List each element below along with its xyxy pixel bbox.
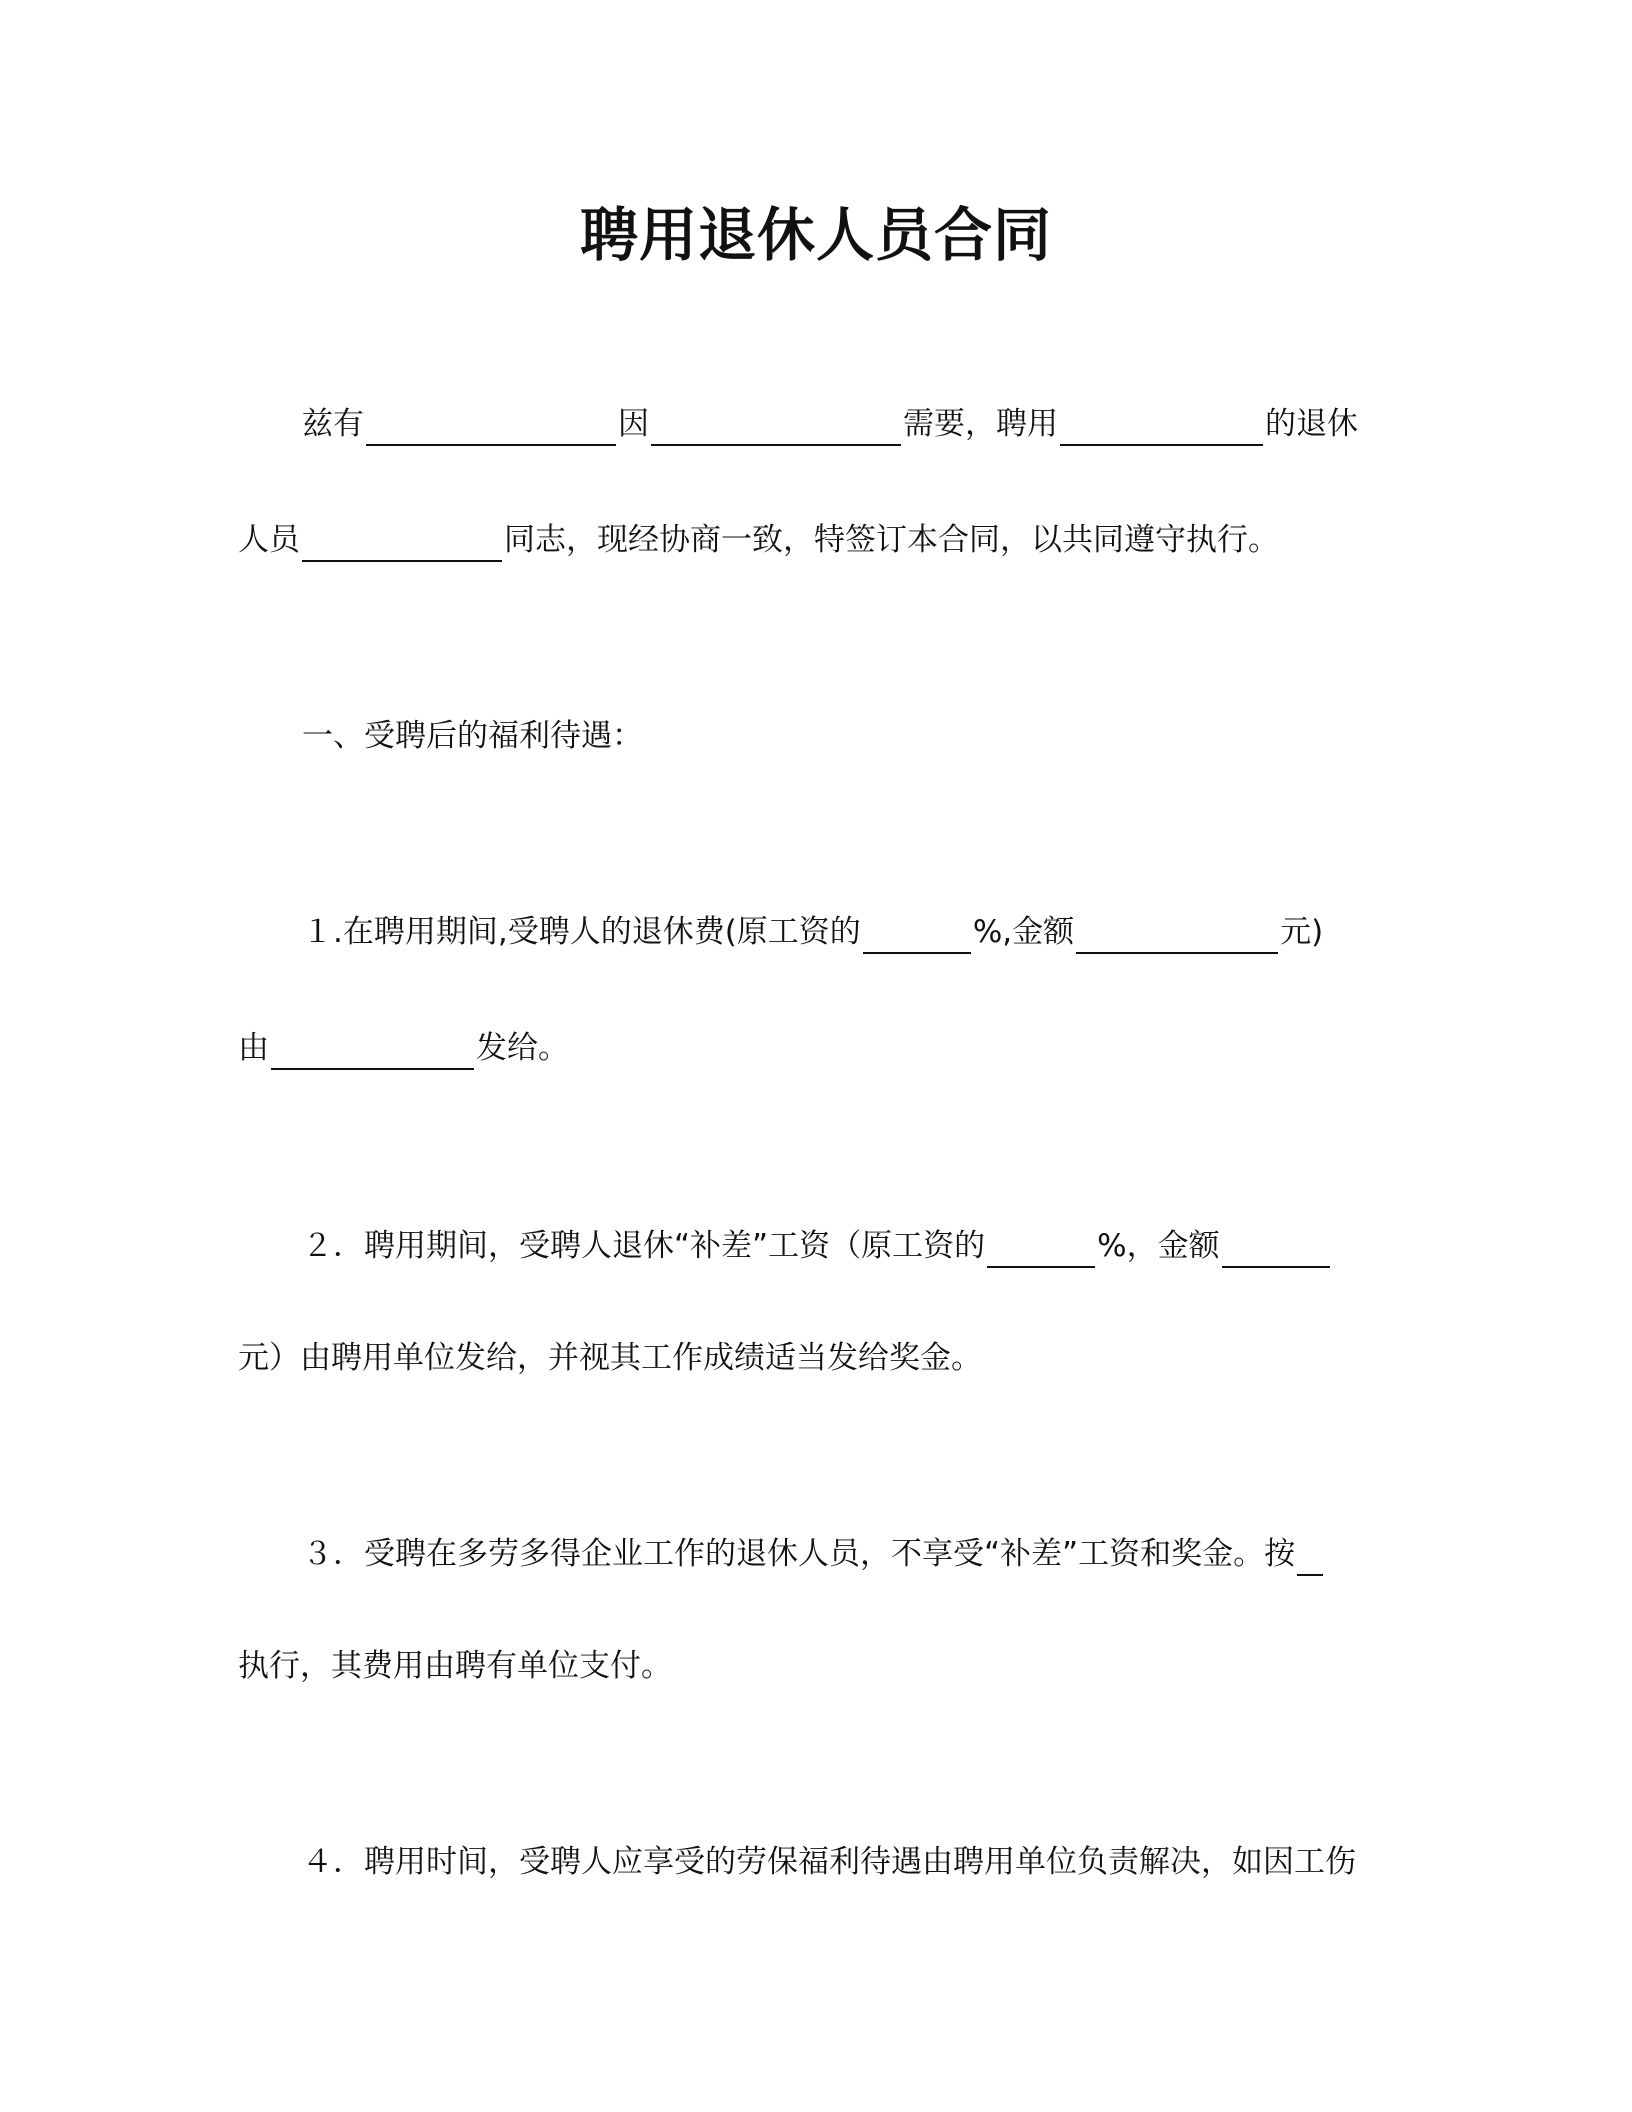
- blank-field: [1222, 1230, 1330, 1268]
- intro-text-4: 的退休: [1265, 406, 1358, 442]
- document-title: 聘用退休人员合同: [579, 201, 1052, 269]
- intro-text-5: 人员: [238, 522, 300, 558]
- item-3-line-2: 执行，其费用由聘有单位支付。: [238, 1648, 672, 1684]
- item-2-line-1: [302, 1224, 1332, 1268]
- blank-field: [1076, 916, 1278, 954]
- item-1-text-a: １.在聘用期间,受聘人的退休费(原工资的: [302, 914, 861, 950]
- item-1-text-b: %,金额: [972, 914, 1075, 950]
- item-2-line-2: 元）由聘用单位发给，并视其工作成绩适当发给奖金。: [238, 1340, 982, 1376]
- intro-line-1: [302, 402, 1358, 446]
- blank-field: [366, 408, 616, 446]
- blank-field: [987, 1230, 1095, 1268]
- item-1-line-1: [302, 910, 1323, 954]
- intro-text-6: 同志，现经协商一致，特签订本合同，以共同遵守执行。: [504, 522, 1279, 558]
- item-1-text-e: 发给。: [476, 1030, 569, 1066]
- item-4-line-1: ４．聘用时间，受聘人应享受的劳保福利待遇由聘用单位负责解决，如因工伤: [302, 1844, 1356, 1880]
- section-heading: 一、受聘后的福利待遇：: [302, 718, 643, 754]
- item-2-text-a: ２．聘用期间，受聘人退休“补差”工资（原工资的: [302, 1228, 986, 1264]
- item-1-text-c: 元): [1280, 914, 1324, 950]
- intro-text-3: 需要，聘用: [903, 406, 1058, 442]
- intro-text-2: 因: [618, 406, 649, 442]
- blank-field: [302, 524, 502, 562]
- blank-field: [863, 916, 971, 954]
- item-1-line-2: [238, 1026, 569, 1070]
- item-2-text-b: %，金额: [1097, 1228, 1220, 1264]
- item-1-text-d: 由: [238, 1030, 269, 1066]
- intro-text-1: 兹有: [302, 406, 364, 442]
- item-3-line-1: [302, 1532, 1325, 1576]
- blank-field: [651, 408, 901, 446]
- item-3-text-a: ３．受聘在多劳多得企业工作的退休人员，不享受“补差”工资和奖金。按: [302, 1536, 1296, 1572]
- blank-field: [1060, 408, 1263, 446]
- intro-line-2: [238, 518, 1279, 562]
- blank-field: [1297, 1538, 1323, 1576]
- blank-field: [271, 1032, 474, 1070]
